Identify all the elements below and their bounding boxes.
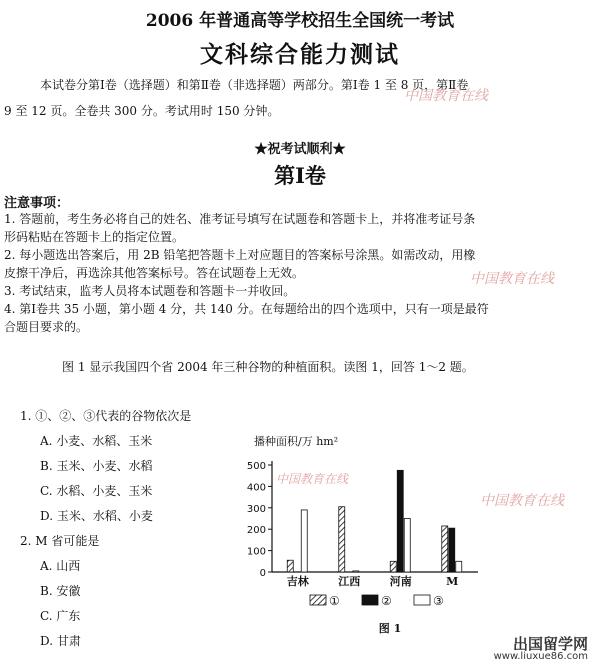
- bar-1: [287, 560, 293, 572]
- watermark: 中国教育在线: [470, 271, 554, 287]
- y-tick-label: 200: [246, 525, 266, 537]
- question-2-option: A. 山西: [40, 559, 81, 573]
- question-1-option: C. 水稻、小麦、玉米: [40, 484, 153, 498]
- note-line: 1. 答题前，考生务必将自己的姓名、准考证号填写在试题卷和答题卡上，并将准考证号条: [4, 212, 476, 226]
- figure-intro: 图 1 显示我国四个省 2004 年三种谷物的种植面积。读图 1，回答 1～2 题。: [62, 360, 474, 374]
- x-category-label: 河南: [389, 575, 412, 588]
- exam-title: 2006 年普通高等学校招生全国统一考试: [145, 11, 455, 31]
- legend-swatch-1: [310, 595, 326, 605]
- bar-3: [353, 571, 359, 572]
- y-tick-label: 0: [259, 568, 266, 579]
- bar-1: [390, 561, 396, 572]
- bar-3: [301, 510, 307, 572]
- watermark: 中国教育在线: [276, 472, 349, 486]
- bar-2: [397, 470, 403, 572]
- x-category-label: 吉林: [286, 575, 309, 588]
- y-tick-label: 300: [246, 503, 266, 515]
- legend-swatch-3: [414, 595, 430, 605]
- footer-url: www.liuxue86.com: [493, 651, 588, 662]
- question-2-option: D. 甘肃: [40, 634, 81, 648]
- footer-brand: 出国留学网: [512, 635, 588, 653]
- note-line: 4. 第Ⅰ卷共 35 小题，第小题 4 分，共 140 分。在每题给出的四个选项中，只有一项是最符: [4, 302, 489, 316]
- paper-title: 文科综合能力测试: [200, 41, 400, 68]
- chart-y-axis-label: 播种面积/万 hm²: [254, 435, 339, 448]
- x-category-label: M: [446, 575, 459, 588]
- note-line: 合题目要求的。: [4, 320, 89, 334]
- legend-label: ②: [381, 594, 392, 608]
- figure-caption: 图 1: [378, 622, 402, 635]
- question-2-stem: 2. M 省可能是: [20, 534, 100, 548]
- bar-1: [339, 507, 345, 572]
- question-2-option: B. 安徽: [40, 584, 81, 598]
- notes-heading: 注意事项：: [4, 196, 70, 211]
- bar-3: [456, 561, 462, 572]
- intro-line: 9 至 12 页。全卷共 300 分。考试用时 150 分钟。: [4, 104, 280, 118]
- note-line: 皮擦干净后，再选涂其他答案标号。答在试题卷上无效。: [4, 266, 305, 280]
- x-category-label: 江西: [338, 575, 361, 588]
- question-2-option: C. 广东: [40, 609, 81, 623]
- legend-swatch-2: [362, 595, 378, 605]
- note-line: 3. 考试结束，监考人员将本试题卷和答题卡一并收回。: [4, 284, 296, 298]
- question-1-option: B. 玉米、小麦、水稻: [40, 459, 153, 473]
- bar-2: [449, 528, 455, 572]
- good-luck-banner: ★祝考试顺利★: [254, 142, 346, 157]
- legend-label: ①: [329, 594, 340, 608]
- watermark: 中国教育在线: [404, 88, 488, 104]
- question-1-option: D. 玉米、水稻、小麦: [40, 509, 153, 523]
- bar-1: [442, 526, 448, 572]
- bar-3: [404, 519, 410, 573]
- y-tick-label: 400: [246, 482, 266, 494]
- question-1-stem: 1. ①、②、③代表的谷物依次是: [20, 409, 192, 423]
- volume-heading: 第Ⅰ卷: [274, 163, 326, 188]
- watermark: 中国教育在线: [480, 493, 564, 509]
- y-tick-label: 500: [246, 461, 266, 472]
- intro-line: 本试卷分第Ⅰ卷（选择题）和第Ⅱ卷（非选择题）两部分。第Ⅰ卷 1 至 8 页，第Ⅱ卷: [40, 78, 469, 92]
- question-1-option: A. 小麦、水稻、玉米: [40, 434, 153, 448]
- note-line: 2. 每小题选出答案后，用 2B 铅笔把答题卡上对应题目的答案标号涂黑。如需改动，用橡: [4, 248, 476, 262]
- note-line: 形码粘贴在答题卡上的指定位置。: [4, 230, 185, 244]
- y-tick-label: 100: [246, 546, 266, 558]
- legend-label: ③: [433, 594, 444, 608]
